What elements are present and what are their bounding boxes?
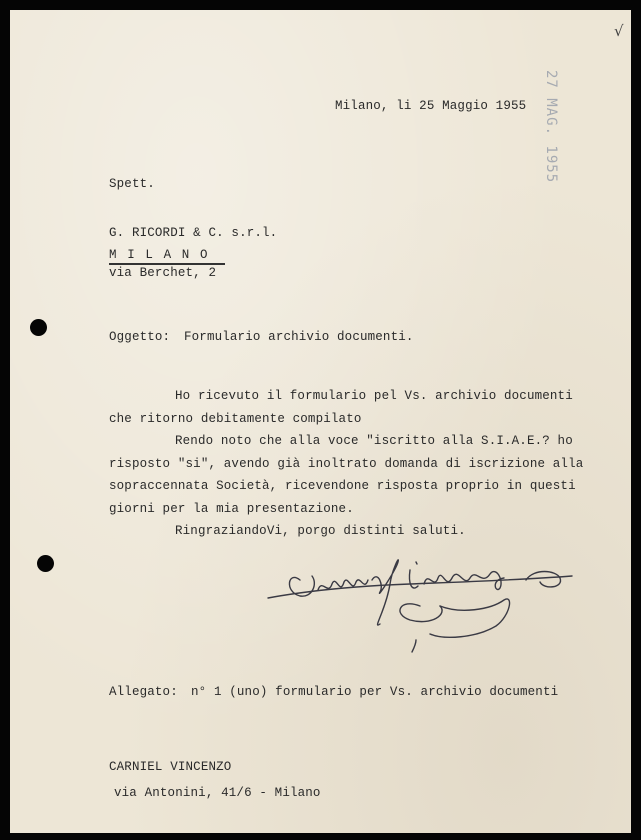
sender-address: via Antonini, 41/6 - Milano xyxy=(114,786,321,800)
body-line: giorni per la mia presentazione. xyxy=(109,502,354,516)
recipient-street: via Berchet, 2 xyxy=(109,266,217,280)
body-line: RingraziandoVi, porgo distinti saluti. xyxy=(175,524,466,538)
city-underline xyxy=(109,263,225,265)
subject-label: Oggetto: xyxy=(109,330,171,344)
recipient-city: M I L A N O xyxy=(109,248,210,262)
check-mark: √ xyxy=(614,22,624,40)
body-line: Rendo noto che alla voce "iscritto alla S.I.A.E.? ho xyxy=(175,434,573,448)
punch-hole-top xyxy=(30,319,47,336)
attachment-label: Allegato: xyxy=(109,685,178,699)
recipient-company: G. RICORDI & C. s.r.l. xyxy=(109,226,278,240)
handwritten-signature xyxy=(260,540,590,660)
letter-page xyxy=(10,10,631,833)
attachment-text: n° 1 (uno) formulario per Vs. archivio documenti xyxy=(191,685,559,699)
sender-name: CARNIEL VINCENZO xyxy=(109,760,232,774)
body-line: che ritorno debitamente compilato xyxy=(109,412,362,426)
received-date-stamp: 27 MAG. 1955 xyxy=(543,70,559,184)
letter-date: Milano, li 25 Maggio 1955 xyxy=(335,99,527,113)
subject-text: Formulario archivio documenti. xyxy=(184,330,414,344)
body-line: Ho ricevuto il formulario pel Vs. archivio documenti xyxy=(175,389,573,403)
body-line: sopraccennata Società, ricevendone risposta proprio in questi xyxy=(109,479,576,493)
recipient-salutation: Spett. xyxy=(109,177,155,191)
punch-hole-bottom xyxy=(37,555,54,572)
body-line: risposto "si", avendo già inoltrato domanda di iscrizione alla xyxy=(109,457,584,471)
